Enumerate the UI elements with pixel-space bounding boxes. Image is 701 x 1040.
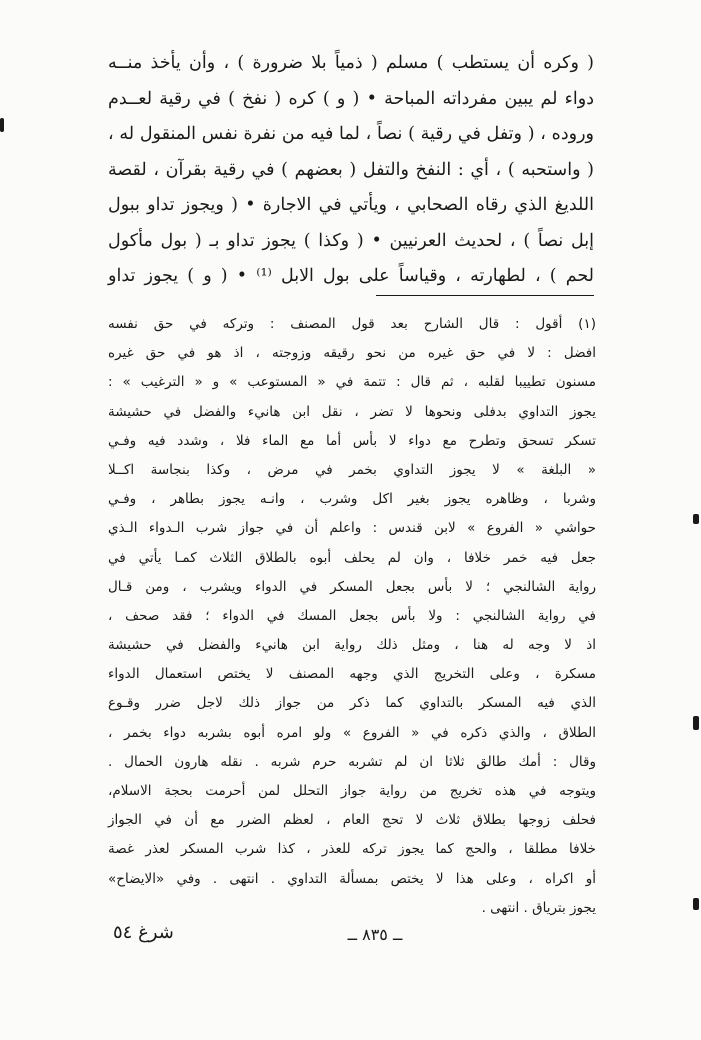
footnote-line: وشربا ، وظاهره يجوز بغير اكل وشرب ، وانـه يجوز بطاهر ، وفـي bbox=[108, 491, 596, 508]
main-text-line: ( وكره أن يستطب ) مسلم ( ذمياً بلا ضرورة ) ، وأن يأخذ منــه bbox=[108, 53, 594, 73]
printer-signature-mark: شرغ ٥٤ bbox=[113, 922, 174, 943]
main-text-line: إبل نصاً ) ، لحديث العرنيين • ( وكذا ) يجوز تداو بـ ( بول مأكول bbox=[108, 230, 594, 251]
margin-mark bbox=[693, 898, 699, 910]
footnote-line: حواشي « الفروع » لابن قندس : واعلم أن في جواز شرب الـدواء الـذي bbox=[108, 520, 596, 537]
footnote-line: (١) أقول : قال الشارح بعد قول المصنف : وتركه في حق نفسه bbox=[108, 316, 596, 332]
footnote-line: افضل : لا في حق غيره من نحو رقيقه وزوجته ، اذ هو في حق غيره bbox=[108, 345, 596, 362]
footnote-line: الطلاق ، والذي ذكره في « الفروع » ولو امره أبوه بشربه دواء بخمر ، bbox=[108, 724, 596, 741]
margin-mark bbox=[693, 514, 699, 524]
footnote-line: ويتوجه في هذه تخريج من رواية جواز التحلل لمن أحرمت بحجة الاسلام، bbox=[108, 783, 596, 799]
footnote-line: الذي فيه المسكر بالتداوي كما ذكر من جواز ذلك لاجل ضرر وقـوع bbox=[108, 695, 596, 712]
footnote-line: تسكر تسحق وتطرح مع دواء لا بأس أما مع الماء فلا ، وشدد فيه وفـي bbox=[108, 432, 596, 449]
footnote-line: خلافا مطلقا ، والحج كما يجوز تركه للعذر ، كذا شرب المسكر لعذر غصة bbox=[108, 841, 596, 858]
main-text-line: وروده ، ( وتفل في رقية ) نصاً ، لما فيه من نفرة نفس المنقول له ، bbox=[108, 124, 594, 144]
footnote-line: « البلغة » لا يجوز التداوي بخمر في مرض ، وكذا بنجاسة اكــلا bbox=[108, 461, 596, 478]
footnote-block bbox=[108, 310, 596, 923]
margin-mark bbox=[693, 716, 699, 730]
main-text-line: دواء لم يبين مفرداته المباحة • ( و ) كره ( نفخ ) في رقية لعــدم bbox=[108, 88, 594, 109]
footnote-line: اذ لا وجه له هنا ، ومثل ذلك رواية ابن هانيء والفضل في حشيشة bbox=[108, 637, 596, 654]
page-number: ــ ٨٣٥ ــ bbox=[347, 925, 403, 944]
margin-mark bbox=[0, 118, 4, 132]
main-text-line: ( واستحبه ) ، أي : النفخ والتفل ( بعضهم ) في رقية بقرآن ، لقصة bbox=[108, 159, 594, 180]
footnote-line: جعل فيه خمر خلافا ، وان لم يحلف أبوه بالطلاق الثلاث كمـا يأتي في bbox=[108, 549, 596, 566]
footnote-line: مسكرة ، وعلى التخريج الذي وجهه المصنف لا يختص استعمال الدواء bbox=[108, 666, 596, 683]
footnote-line: فحلف زوجها بطلاق ثلاث لا تحج العام ، لعظم الضرر مع أن في الجواز bbox=[108, 812, 596, 829]
main-text-line: اللديغ الذي رقاه الصحابي ، ويأتي في الاجارة • ( ويجوز تداو ببول bbox=[108, 195, 594, 215]
footnote-line: وقال : أمك طالق ثلاثا ان لم تشربه حرم شربه . نقله هارون الحمال . bbox=[108, 753, 596, 770]
footnote-line: في رواية الشالنجي : ولا بأس بجعل المسك في الدواء ؛ فقد صحف ، bbox=[108, 607, 596, 624]
footnote-line: أو اكراه ، وعلى هذا لا يختص بمسألة التداوي . انتهى . وفي «الايضاح» bbox=[108, 870, 596, 887]
footnote-line: رواية الشالنجي ؛ لا بأس بجعل المسكر في الدواء ويشرب ، ومن قـال bbox=[108, 578, 596, 595]
footnote-line: مسنون تطييبا لقلبه ، ثم قال : تتمة في « المستوعب » و « الترغيب » : bbox=[108, 374, 596, 391]
main-text-line: لحم ) ، لطهارته ، وقياساً على بول الابل ⁽¹⁾ • ( و ) يجوز تداو bbox=[108, 266, 594, 286]
main-text-block bbox=[108, 46, 594, 295]
footnote-line: يجوز بترياق . انتهى . bbox=[481, 899, 596, 916]
footnote-separator bbox=[376, 295, 594, 296]
footnote-line: يجوز التداوي بدفلى ونحوها لا تضر ، نقل ابن هانيء والفضل في حشيشة bbox=[108, 403, 596, 420]
